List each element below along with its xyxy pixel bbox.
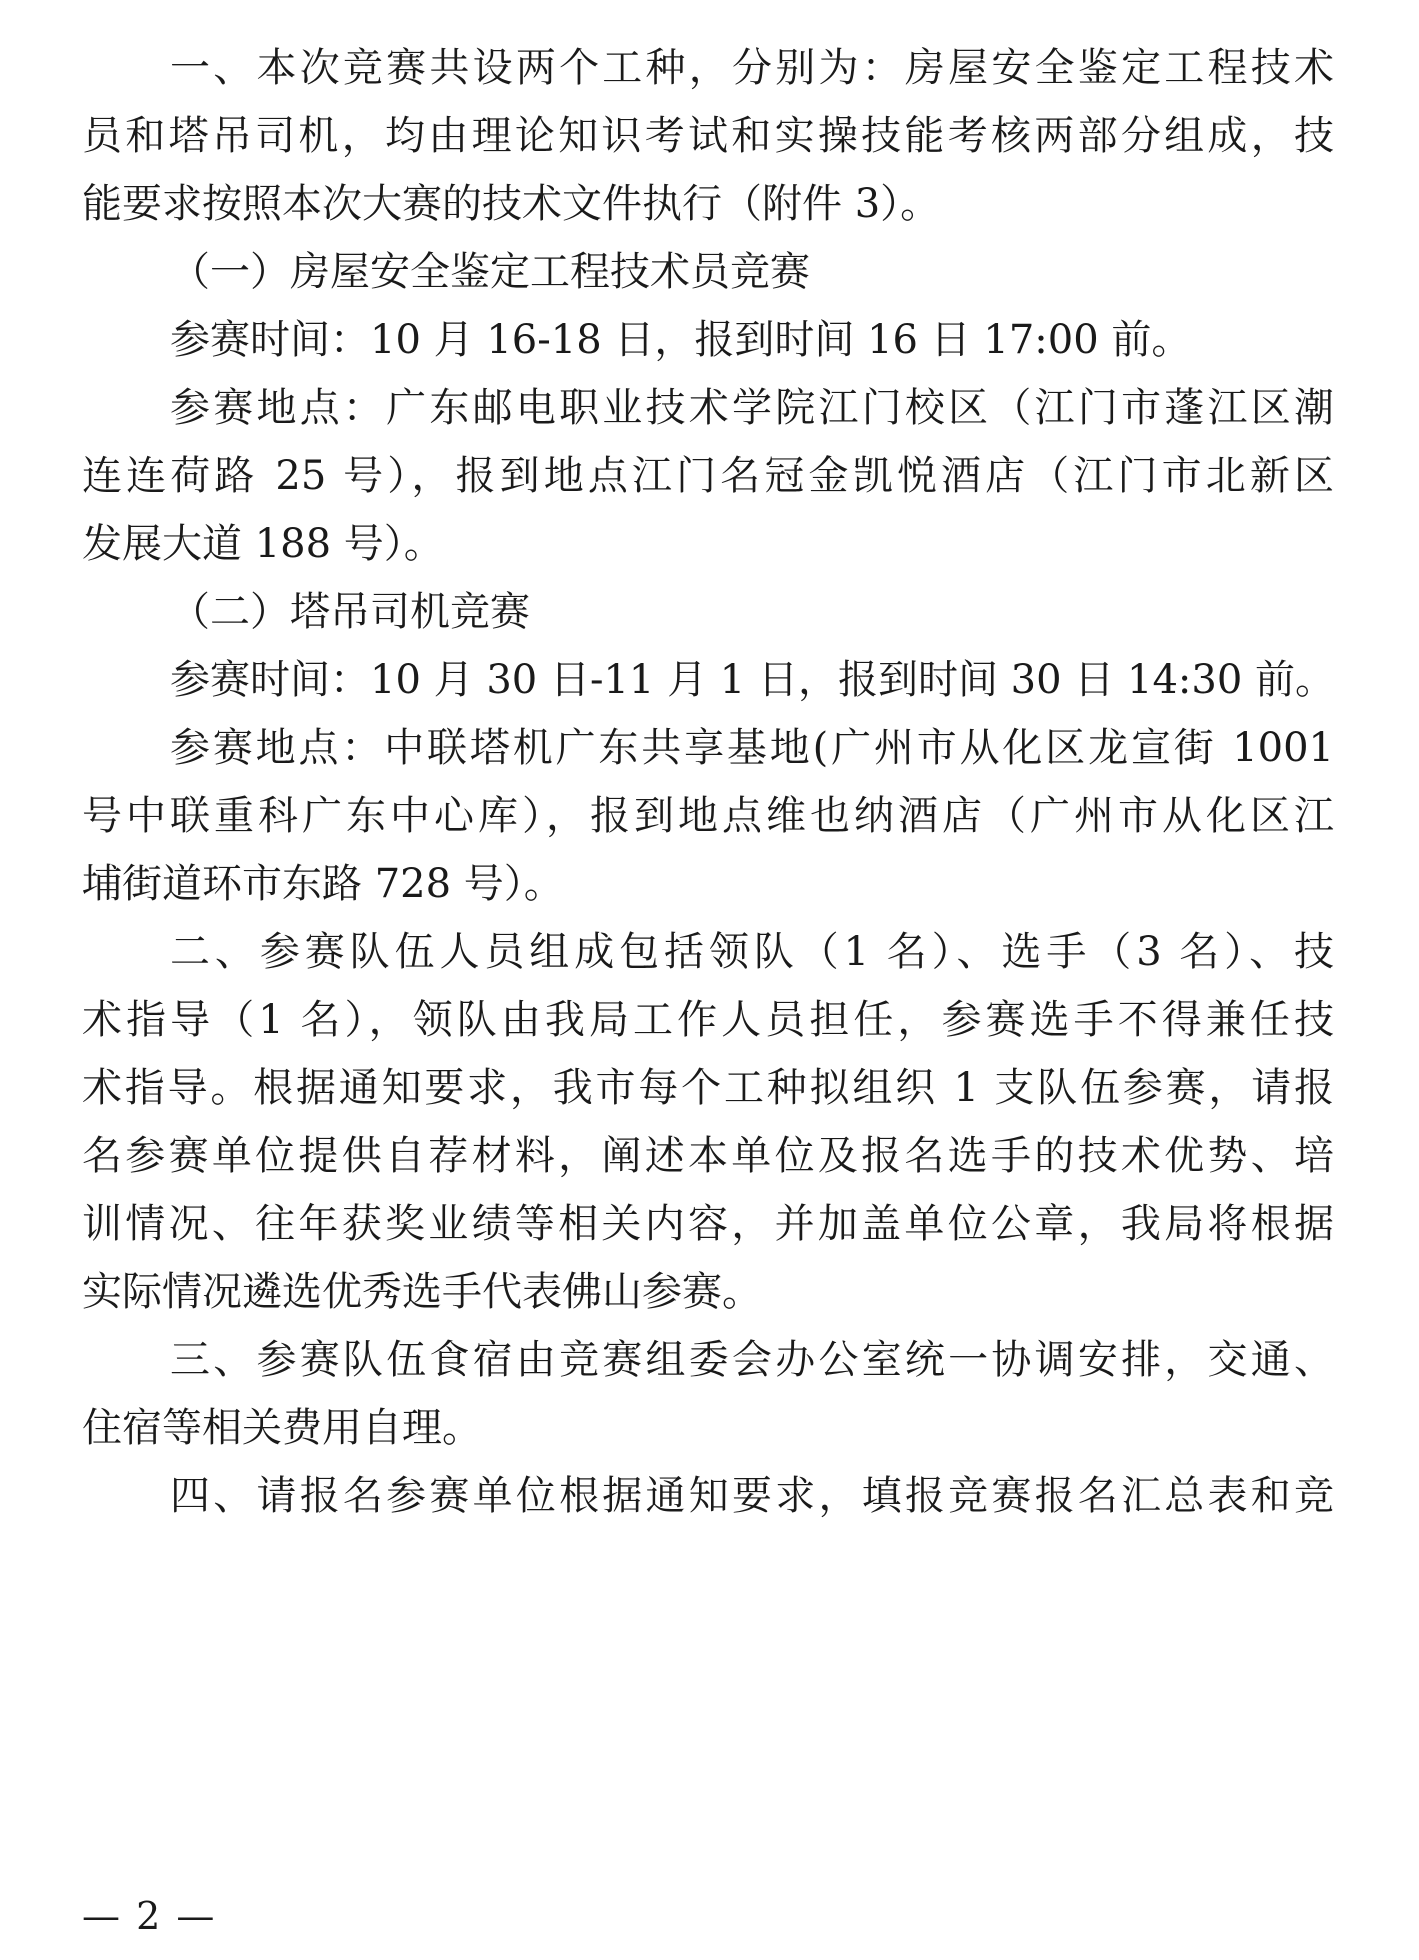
paragraph-line-3: 能要求按照本次大赛的技术文件执行（附件 3）。 [82,181,941,227]
paragraph-line-7: 连连荷路 25 号），报到地点江门名冠金凯悦酒店（江门市北新区 [82,453,1334,499]
paragraph-line-2: 员和塔吊司机，均由理论知识考试和实操技能考核两部分组成，技 [82,113,1334,159]
paragraph-line-12: 号中联重科广东中心库），报到地点维也纳酒店（广州市从化区江 [82,793,1334,839]
paragraph-line-18: 训情况、往年获奖业绩等相关内容，并加盖单位公章，我局将根据 [82,1201,1334,1247]
paragraph-line-11: 参赛地点：中联塔机广东共享基地(广州市从化区龙宣街 1001 [170,725,1334,771]
paragraph-line-22: 四、请报名参赛单位根据通知要求，填报竞赛报名汇总表和竞 [170,1473,1334,1519]
paragraph-line-10: 参赛时间：10 月 30 日-11 月 1 日，报到时间 30 日 14:30 前。 [170,657,1335,703]
paragraph-line-16: 术指导。根据通知要求，我市每个工种拟组织 1 支队伍参赛，请报 [82,1065,1334,1111]
section-heading-1: （一）房屋安全鉴定工程技术员竞赛 [170,249,810,295]
paragraph-line-21: 住宿等相关费用自理。 [82,1405,482,1451]
paragraph-line-13: 埔街道环市东路 728 号）。 [82,861,564,907]
paragraph-line-6: 参赛地点：广东邮电职业技术学院江门校区（江门市蓬江区潮 [170,385,1334,431]
paragraph-line-17: 名参赛单位提供自荐材料，阐述本单位及报名选手的技术优势、培 [82,1133,1334,1179]
page-number: — 2 — [82,1894,217,1938]
paragraph-line-1: 一、本次竞赛共设两个工种，分别为：房屋安全鉴定工程技术 [170,45,1334,91]
paragraph-line-8: 发展大道 188 号）。 [82,521,444,567]
paragraph-line-20: 三、参赛队伍食宿由竞赛组委会办公室统一协调安排，交通、 [170,1337,1334,1383]
paragraph-line-15: 术指导（1 名），领队由我局工作人员担任，参赛选手不得兼任技 [82,997,1334,1043]
section-heading-2: （二）塔吊司机竞赛 [170,589,530,635]
paragraph-line-5: 参赛时间：10 月 16-18 日，报到时间 16 日 17:00 前。 [170,317,1192,363]
paragraph-line-14: 二、参赛队伍人员组成包括领队（1 名）、选手（3 名）、技 [170,929,1334,975]
paragraph-line-19: 实际情况遴选优秀选手代表佛山参赛。 [82,1269,762,1315]
